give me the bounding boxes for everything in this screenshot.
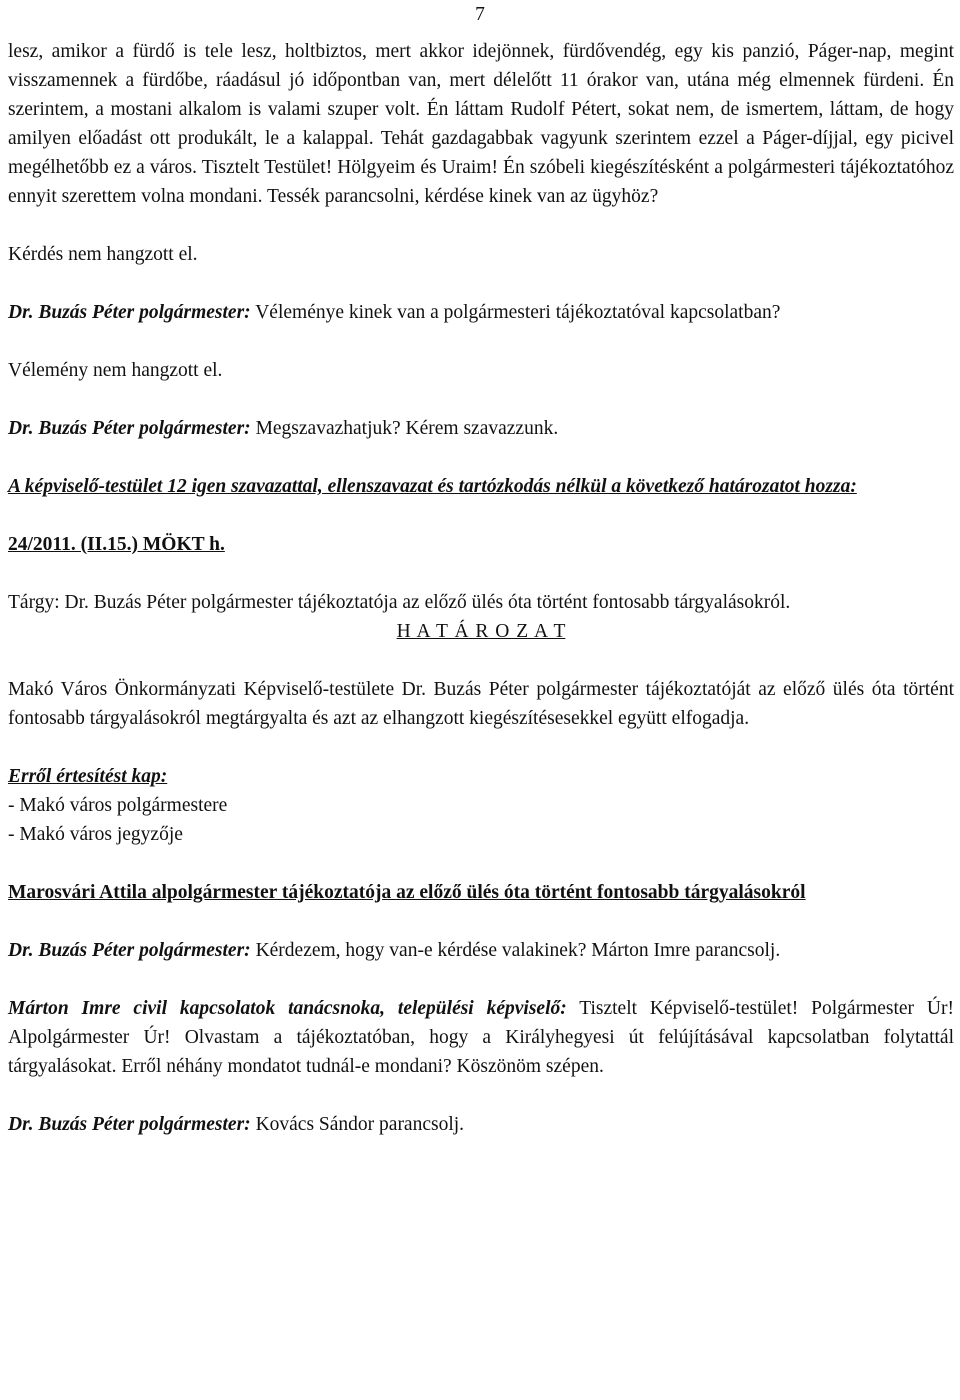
speaker-name: Márton Imre civil kapcsolatok tanácsnoka, települési képviselő: xyxy=(8,998,567,1019)
notify-heading: Erről értesítést kap: xyxy=(8,766,168,787)
paragraph-mayor-question xyxy=(8,936,954,965)
speaker-name: Dr. Buzás Péter polgármester: xyxy=(8,418,251,439)
paragraph-mayor-opinion xyxy=(8,298,954,327)
speech-text: Kovács Sándor parancsolj. xyxy=(250,1114,465,1135)
resolution-text: Makó Város Önkormányzati Képviselő-testülete Dr. Buzás Péter polgármester tájékoztatóját az előző ülés óta történt fontosabb tárgyalásokról megtárgyalta és azt az elhangzott kiegészítésesekkel együtt elfogadja. xyxy=(8,679,954,729)
vote-result-heading: A képviselő-testület 12 igen szavazattal, ellenszavazat és tartózkodás nélkül a következő határozatot hozza: xyxy=(8,476,857,497)
resolution-title: H A T Á R O Z A T xyxy=(396,621,566,642)
paragraph-mayor-speech: lesz, amikor a fürdő is tele lesz, holtbiztos, mert akkor idejönnek, fürdővendég, egy kis panzió, Páger-nap, megint visszamennek a fürdőbe, ráadásul jó időpontban van, mert délelőtt 11 órakor van, utána még elmennek fürdeni. Én szerintem, a mostani alkalom is valami szuper volt. Én láttam Rudolf Pétert, sokat nem, de ismertem, láttam, de hogy amilyen előadást ott produkált, le a kalappal. Tehát gazdagabbak vagyunk szerintem ezzel a Páger-díjjal, egy picivel megélhetőbb ez a város. Tisztelt Testület! Hölgyeim és Uraim! Én szóbeli kiegészítésként a polgármesteri tájékoztatóhoz ennyit szerettem volna mondani. Tessék parancsolni, kérdése kinek van az ügyhöz? xyxy=(8,41,954,207)
section-heading: Marosvári Attila alpolgármester tájékoztatója az előző ülés óta történt fontosabb tárgyalásokról xyxy=(8,882,806,903)
speech-text: Tisztelt Képviselő-testület! Polgármester Úr! Alpolgármester Úr! Olvastam a tájékoztatóban, hogy a Királyhegyesi út felújításával kapcsolatban folytattál tárgyalásokat. Erről néhány mondatot tudnál-e mondani? Köszönöm szépen. xyxy=(8,998,954,1077)
notify-item: - Makó város jegyzője xyxy=(8,824,183,845)
speech-text: Kérdezem, hogy van-e kérdése valakinek? Márton Imre parancsolj. xyxy=(250,940,781,961)
paragraph-mayor-next xyxy=(8,1110,954,1139)
resolution-subject: Tárgy: Dr. Buzás Péter polgármester tájékoztatója az előző ülés óta történt fontosabb tárgyalásokról. xyxy=(8,592,791,613)
notify-item: - Makó város polgármestere xyxy=(8,795,228,816)
speaker-name: Dr. Buzás Péter polgármester: xyxy=(8,940,251,961)
speech-text: Véleménye kinek van a polgármesteri tájékoztatóval kapcsolatban? xyxy=(250,302,781,323)
paragraph-marton-speech xyxy=(8,994,954,1081)
paragraph-no-question: Kérdés nem hangzott el. xyxy=(8,244,198,265)
speaker-name: Dr. Buzás Péter polgármester: xyxy=(8,302,251,323)
paragraph-mayor-vote xyxy=(8,414,954,443)
speaker-name: Dr. Buzás Péter polgármester: xyxy=(8,1114,251,1135)
document-body xyxy=(8,37,954,1139)
resolution-number: 24/2011. (II.15.) MÖKT h. xyxy=(8,534,225,555)
paragraph-no-opinion: Vélemény nem hangzott el. xyxy=(8,360,223,381)
page-number: 7 xyxy=(475,4,485,25)
speech-text: Megszavazhatjuk? Kérem szavazzunk. xyxy=(250,418,559,439)
